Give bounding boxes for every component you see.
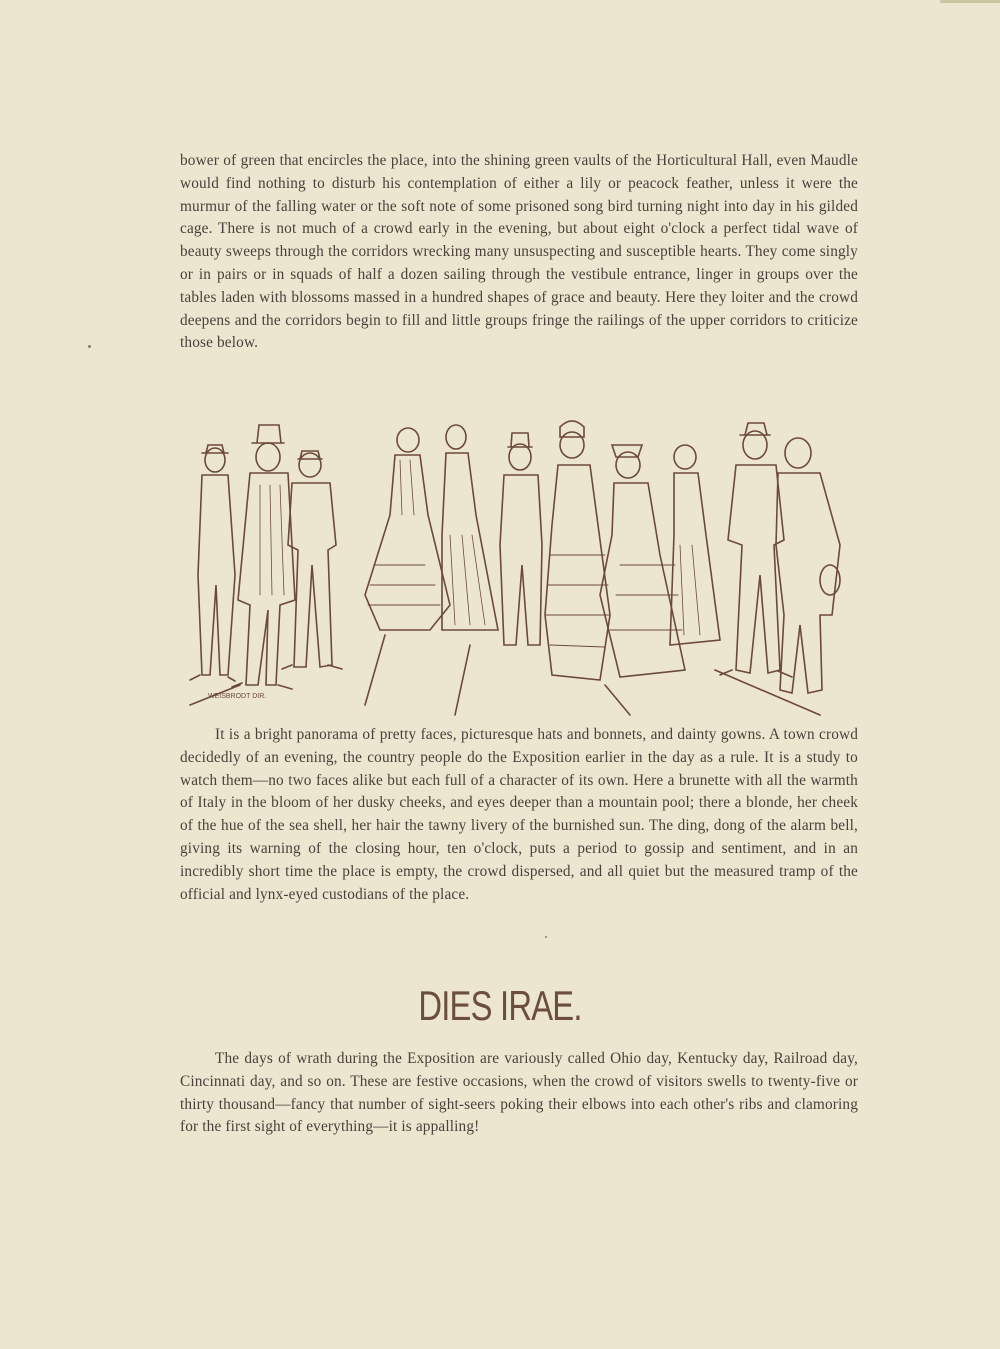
crowd-illustration xyxy=(180,415,860,725)
paragraph-3: The days of wrath during the Exposition are variously called Ohio day, Kentucky day, Railroad day, Cincinnati day, and so on. These are festive occasions, when the crowd of visitors swells to twenty-five or thirty thousand—fancy that number of sight-seers poking their elbows into each other's ribs and clamoring for the first sight of everything—it is appalling! xyxy=(180,1050,858,1136)
woman-2-figure xyxy=(442,425,498,630)
man-2-figure xyxy=(232,425,295,689)
man-4-figure xyxy=(500,433,542,645)
paper-speck xyxy=(545,936,547,938)
paragraph-2: It is a bright panorama of pretty faces, picturesque hats and bonnets, and dainty gowns. A town crowd decidedly of an evening, the country people do the Exposition earlier in the day as a rule. It is a study to watch them—no two faces alike but each full of a character of its own. Here a brunette with all the warmth of Italy in the bloom of her dusky cheeks, and eyes deeper than a mountain pool; there a blonde, her cheek of the hue of the sea shell, her hair the tawny livery of the burnished sun. The ding, dong of the alarm bell, giving its warning of the closing hour, ten o'clock, puts a period to gossip and sentiment, and in an incredibly short time the place is empty, the crowd dispersed, and all quiet but the measured tramp of the official and lynx-eyed custodians of the place. xyxy=(180,726,858,903)
paper-speck xyxy=(88,345,91,348)
woman-1-figure xyxy=(365,428,450,630)
woman-5-figure xyxy=(670,445,720,645)
page-edge-mark xyxy=(940,0,1000,3)
section-heading: DIES IRAE. xyxy=(418,982,582,1029)
illustration-signature: WEISBRODT DIR. xyxy=(208,693,267,700)
man-1-figure xyxy=(190,445,235,681)
woman-3-figure xyxy=(545,421,610,680)
paragraph-1: bower of green that encircles the place, into the shining green vaults of the Horticultural Hall, even Maudle would find nothing to disturb his contemplation of either a lily or peacock feather, unless it were the murmur of the falling water or the soft note of some prisoned song bird turning night into day in his gilded cage. There is not much of a crowd early in the evening, but about eight o'clock a perfect tidal wave of beauty sweeps through the corridors wrecking many unsuspecting and susceptible hearts. They come singly or in pairs or in squads of half a dozen sailing through the vestibule entrance, linger in groups over the tables laden with blossoms massed in a hundred shapes of grace and beauty. Here they loiter and the crowd deepens and the corridors begin to fill and little groups fringe the railings of the upper corridors to criticize those below. xyxy=(180,152,858,352)
man-3-figure xyxy=(282,451,342,669)
woman-4-figure xyxy=(600,445,685,677)
man-6-figure xyxy=(776,438,840,693)
man-5-figure xyxy=(720,423,792,677)
